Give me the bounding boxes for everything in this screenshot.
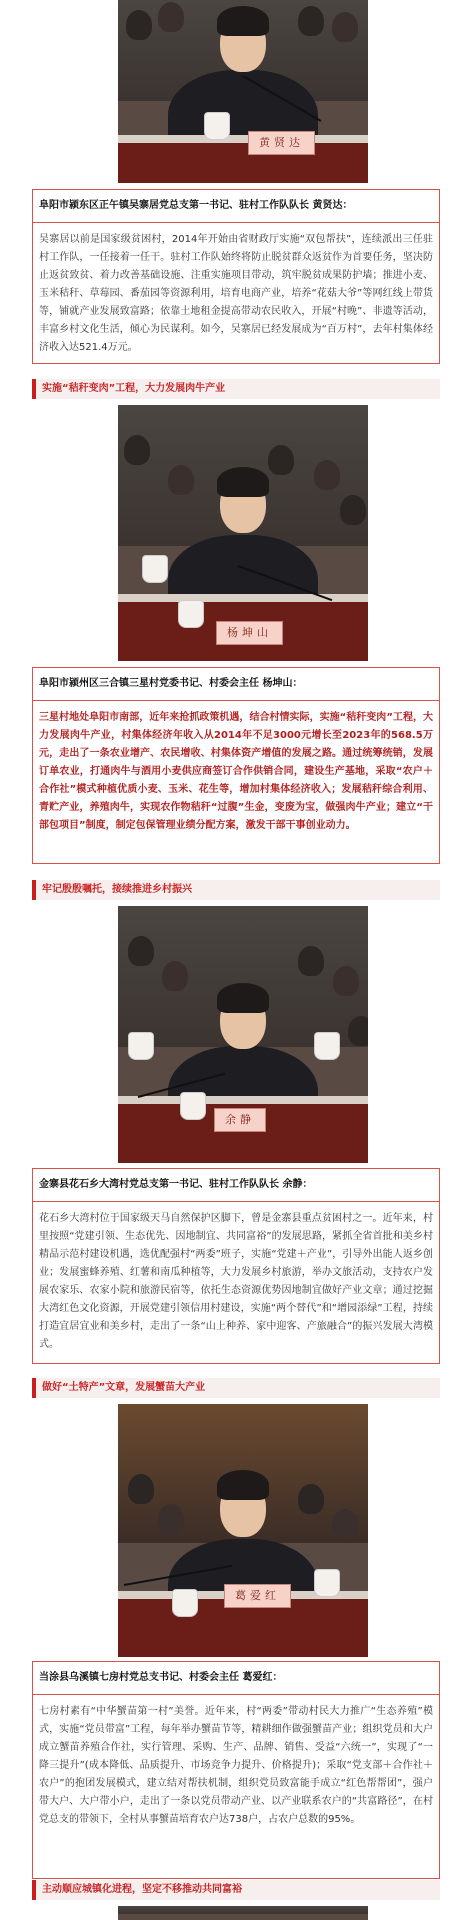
section-title: 实施“秸秆变肉”工程，大力发展肉牛产业 — [42, 383, 226, 394]
speech-card — [32, 667, 440, 864]
nameplate: 杨坤山 — [216, 621, 283, 645]
speech-card — [32, 1661, 440, 1879]
photo-ge-aihong — [118, 1404, 368, 1657]
speech-text: 七房村素有“中华蟹苗第一村”美誉。近年来，村“两委”带动村民大力推广“生态养殖”模式，实施“党员带富”工程，每年举办蟹苗节等，精耕细作做强蟹苗产业；组织党员和大户成立蟹苗养殖合作社，实行管理、采购、生产、品牌、销售、受益“六统一”，实现了“一降三提升”(成本降低、品质提升、市场竞争力提升、价格提升)；采取“党支部＋合作社＋农户”的抱团发展模式，建立结对帮扶机制，组织党员致富能手成立“红色帮帮团”，强户带大户、大户带小户，走出了一条以党员带动产业、以产业联系农户的“共富路径”，在村党总支的带领下，全村从事蟹苗培育农户达738户，占农户总数的95%。 — [39, 1706, 433, 1825]
speech-text: 三星村地处阜阳市南部，近年来抢抓政策机遇，结合村情实际，实施“秸秆变肉”工程，大力发展肉牛产业，村集体经济年收入从2014年不足3000元增长至2023年的568.5万元，走出了一条农业增产、农民增收、村集体资产增值的发展之路。通过统筹统销，发展订单农业，打通肉牛与酒用小麦供应商签订合作供销合同，建设生产基地，采取“农户＋合作社”模式种植优质小麦、玉米、花生等，增加村集体经济收入；发展秸秆综合利用、青贮产业，养殖肉牛，实现农作物秸秆“过腹”生金，变废为宝，做强肉牛产业；建立“干部包项目”制度，制定包保管理业绩分配方案，激发干部干事创业动力。 — [39, 712, 433, 831]
nameplate: 余静 — [214, 1108, 266, 1132]
speech-card — [32, 189, 440, 364]
photo-huang-xianda — [118, 0, 368, 183]
speaker-title: 阜阳市颍东区正午镇吴寨居党总支第一书记、驻村工作队队长 黄贤达： — [33, 198, 439, 223]
section-heading — [32, 880, 440, 900]
photo-next — [118, 1906, 368, 1920]
speaker-title: 金寨县花石乡大湾村党总支第一书记、驻村工作队队长 余静： — [33, 1177, 439, 1202]
nameplate: 葛爱红 — [224, 1584, 291, 1608]
section-title: 做好“土特产”文章，发展蟹苗大产业 — [42, 1382, 206, 1393]
speech-card — [32, 1168, 440, 1364]
section-title: 牢记殷殷嘱托，接续推进乡村振兴 — [42, 884, 192, 895]
photo-yang-kunshan — [118, 405, 368, 661]
speech-text: 吴寨居以前是国家级贫困村，2014年开始由省财政厅实施“双包帮扶”，连续派出三任驻村工作队，一任接着一任干。驻村工作队始终将防止脱贫群众返贫作为首要任务，坚决防止返贫致贫、着力改善基础设施、注重实施项目带动，筑牢脱贫成果防护墙；推进小麦、玉米秸秆、草莓园、番茄园等资源利用，培育电商产业，培养“花菇大爷”等网红线上带货等，铺就产业发展致富路；依靠土地租金提高带动农民收入，开展“村晚”、非遗等活动，丰富乡村文化生活，倾心为民谋利。如今，吴寨居已经发展成为“百万村”，去年村集体经济收入达521.4万元。 — [39, 234, 433, 353]
photo-yu-jing — [118, 906, 368, 1163]
section-heading — [32, 379, 440, 399]
speaker-title: 阜阳市颍州区三合镇三星村党委书记、村委会主任 杨坤山： — [33, 676, 439, 701]
section-heading — [32, 1880, 440, 1900]
section-title: 主动顺应城镇化进程，坚定不移推动共同富裕 — [42, 1884, 242, 1895]
speaker-title: 当涂县乌溪镇七房村党总支书记、村委会主任 葛爱红： — [33, 1670, 439, 1695]
section-heading — [32, 1378, 440, 1398]
speech-text: 花石乡大湾村位于国家级天马自然保护区脚下，曾是金寨县重点贫困村之一。近年来，村里按照“党建引领、生态优先、因地制宜、共同富裕”的发展思路，紧抓全省首批和美乡村精品示范村建设机遇，选优配强村“两委”班子，实施“党建＋产业”，引导外出能人返乡创业；发展蜜蜂养殖、红薯和南瓜种植等，大力发展乡村旅游，举办文旅活动，支持农户发展农家乐、农家小院和旅游民宿等，依托生态资源优势因地制宜做好产业文章；通过挖掘大湾红色文化资源，开展党建引领信用村建设，实施“两个替代”和“增园添绿”工程，持续打造宜居宜业和美乡村，走出了一条“山上种养、家中迎客、产旅融合”的振兴发展大湾模式。 — [39, 1213, 433, 1350]
nameplate: 黄贤达 — [248, 131, 315, 155]
